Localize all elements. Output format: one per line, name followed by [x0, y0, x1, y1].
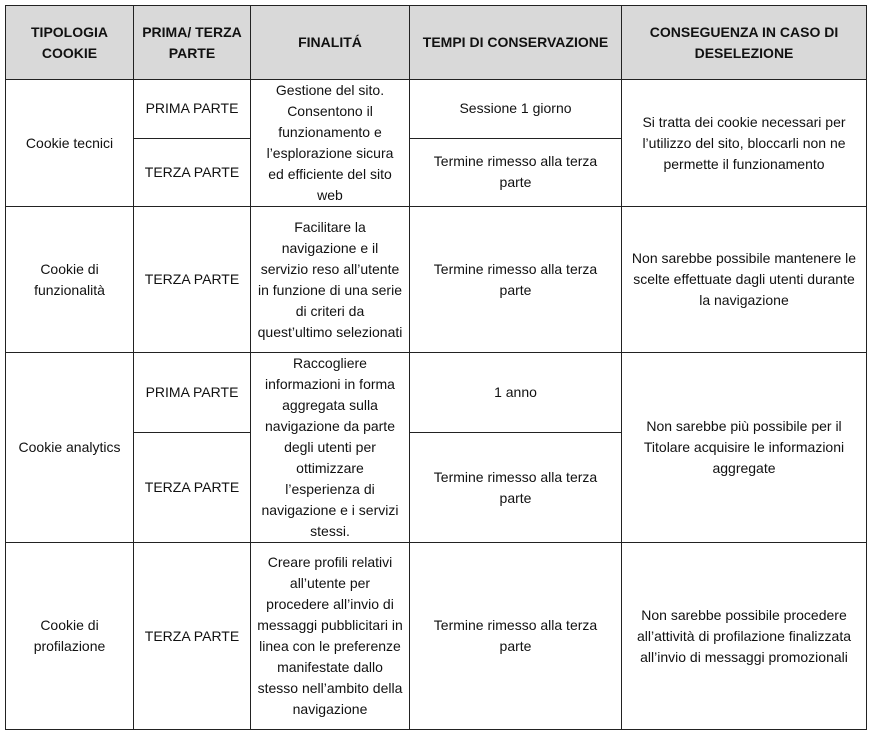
table-row	[6, 80, 867, 139]
funzionalita-finalita-cell: Facilitare la navigazione e il servizio reso all’utente in funzione di una serie di criteri da quest’ultimo selezionati	[251, 207, 410, 353]
analytics-parte-prima-cell: PRIMA PARTE	[134, 353, 251, 433]
profilazione-parte-cell: TERZA PARTE	[134, 543, 251, 730]
profilazione-conseguenza-cell: Non sarebbe possibile procedere all’attività di profilazione finalizzata all’invio di messaggi promozionali	[622, 543, 867, 730]
tecnici-finalita-cell: Gestione del sito. Consentono il funzionamento e l’esplorazione sicura ed efficiente del sito web	[251, 80, 410, 207]
header-finalita: FINALITÁ	[251, 6, 410, 80]
table-row	[6, 207, 867, 353]
tecnici-conseguenza-cell: Si tratta dei cookie necessari per l’utilizzo del sito, bloccarli non ne permette il funzionamento	[622, 80, 867, 207]
header-parte: PRIMA/ TERZA PARTE	[134, 6, 251, 80]
header-tipologia: TIPOLOGIA COOKIE	[6, 6, 134, 80]
funzionalita-conseguenza-cell: Non sarebbe possibile mantenere le scelte effettuate dagli utenti durante la navigazione	[622, 207, 867, 353]
analytics-tempi-prima-cell: 1 anno	[410, 353, 622, 433]
profilazione-tempi-cell: Termine rimesso alla terza parte	[410, 543, 622, 730]
table-row	[6, 353, 867, 433]
funzionalita-tipologia-cell: Cookie di funzionalità	[6, 207, 134, 353]
header-tempi: TEMPI DI CONSERVAZIONE	[410, 6, 622, 80]
tecnici-tempi-prima-cell: Sessione 1 giorno	[410, 80, 622, 139]
tecnici-tempi-terza-cell: Termine rimesso alla terza parte	[410, 138, 622, 206]
analytics-parte-terza-cell: TERZA PARTE	[134, 433, 251, 543]
analytics-tempi-terza-cell: Termine rimesso alla terza parte	[410, 433, 622, 543]
tecnici-parte-prima-cell: PRIMA PARTE	[134, 80, 251, 139]
header-conseguenza: CONSEGUENZA IN CASO DI DESELEZIONE	[622, 6, 867, 80]
analytics-conseguenza-cell: Non sarebbe più possibile per il Titolare acquisire le informazioni aggregate	[622, 353, 867, 543]
table-row	[6, 543, 867, 730]
funzionalita-tempi-cell: Termine rimesso alla terza parte	[410, 207, 622, 353]
profilazione-tipologia-cell: Cookie di profilazione	[6, 543, 134, 730]
funzionalita-parte-cell: TERZA PARTE	[134, 207, 251, 353]
tecnici-tipologia-cell: Cookie tecnici	[6, 80, 134, 207]
analytics-tipologia-cell: Cookie analytics	[6, 353, 134, 543]
analytics-finalita-cell: Raccogliere informazioni in forma aggregata sulla navigazione da parte degli utenti per ottimizzare l’esperienza di navigazione e i servizi stessi.	[251, 353, 410, 543]
cookie-table	[5, 5, 867, 730]
profilazione-finalita-cell: Creare profili relativi all’utente per procedere all’invio di messaggi pubblicitari in linea con le preferenze manifestate dallo stesso nell’ambito della navigazione	[251, 543, 410, 730]
header-row	[6, 6, 867, 80]
tecnici-parte-terza-cell: TERZA PARTE	[134, 138, 251, 206]
